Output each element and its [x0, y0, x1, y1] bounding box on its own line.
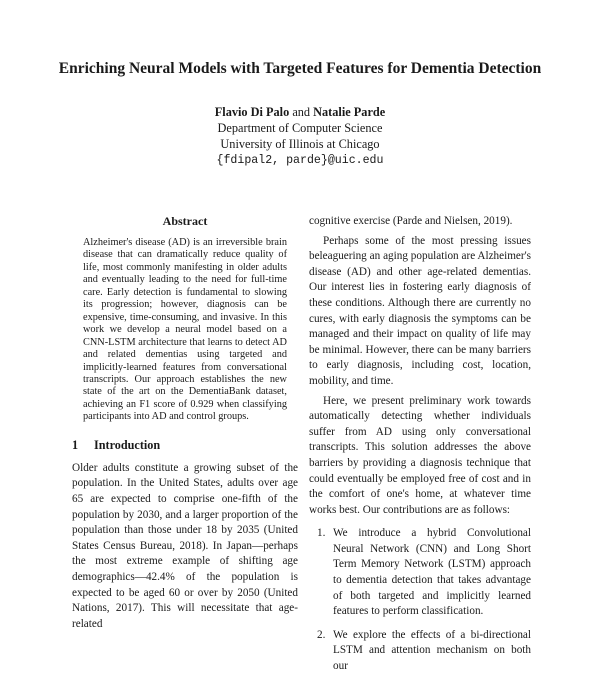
author-block	[0, 104, 600, 169]
abstract-heading: Abstract	[162, 214, 208, 228]
contributions-list	[309, 526, 531, 674]
section-number: 1	[72, 437, 79, 452]
intro-paragraph-1: Older adults constitute a growing subset of the population. In the United States, adults over age 65 are expected to comprise one-fifth of the population by 2030, and a larger proportion of the population than those under 18 by 2035 (United States Census Bureau, 2018). In Japan—perhaps the most extreme example of shifting age demographics—42.4% of the population is expected to be aged 60 or over by 2050 (United Nations, 2017). This will necessitate that age-related	[72, 461, 298, 630]
author-department: Department of Computer Science	[217, 121, 383, 136]
author-university: University of Illinois at Chicago	[220, 137, 380, 152]
author-conjunction: and	[292, 105, 311, 119]
intro-paragraph-3: Here, we present preliminary work towards automatically detecting whether individuals suffer from AD using only conversational transcripts. This solution addresses the above barriers by providing a diagnosis technique that could eventually be employed free of cost and in the comfort of one's home, at whatever time works best. Our contributions are as follows:	[309, 394, 531, 516]
right-column	[309, 214, 531, 683]
list-item-text: We introduce a hybrid Convolutional Neural Network (CNN) and Long Short Term Memory Network (LSTM) approach to dementia detection that takes advantage of both targeted and implicitly learned features to perform classification.	[333, 527, 531, 618]
author-email: {fdipal2, parde}@uic.edu	[216, 153, 384, 167]
author-1: Flavio Di Palo	[214, 105, 290, 119]
section-heading-introduction	[72, 438, 298, 453]
left-column	[72, 214, 298, 632]
section-title: Introduction	[94, 437, 161, 452]
list-item-number: 2.	[317, 628, 326, 641]
abstract-text: Alzheimer's disease (AD) is an irreversible brain disease that can dramatically reduce quality of life, most commonly manifesting in older adults and eventually leading to the need for full-time care. Early detection is fundamental to slowing its progression; however, diagnosis can be expensive, time-consuming, and invasive. In this work we develop a neural model based on a CNN-LSTM architecture that learns to detect AD and related dementias using targeted and implicitly-learned features from conversational transcripts. Our approach establishes the new state of the art on the DementiaBank dataset, achieving an F1 score of 0.929 when classifying participants into AD and control groups.	[83, 237, 287, 423]
intro-paragraph-2: Perhaps some of the most pressing issues beleaguering an aging population are Alzheimer's disease (AD) and other age-related dementias. Our interest lies in fostering early diagnosis of these conditions. Although there are currently no cures, with early diagnosis the symptoms can be managed and their impact on quality of life may be minimal. However, there can be many barriers to early diagnosis, including cost, location, mobility, and time.	[309, 234, 531, 387]
list-item	[309, 628, 531, 675]
intro-paragraph-1-continued: cognitive exercise (Parde and Nielsen, 2019).	[309, 215, 513, 227]
author-2: Natalie Parde	[313, 105, 386, 119]
author-names	[0, 104, 600, 120]
paper-title: Enriching Neural Models with Targeted Features for Dementia Detection	[58, 60, 542, 77]
list-item-number: 1.	[317, 527, 326, 540]
list-item-text: We explore the effects of a bi-directional LSTM and attention mechanism on both our	[333, 628, 531, 673]
list-item	[309, 526, 531, 620]
